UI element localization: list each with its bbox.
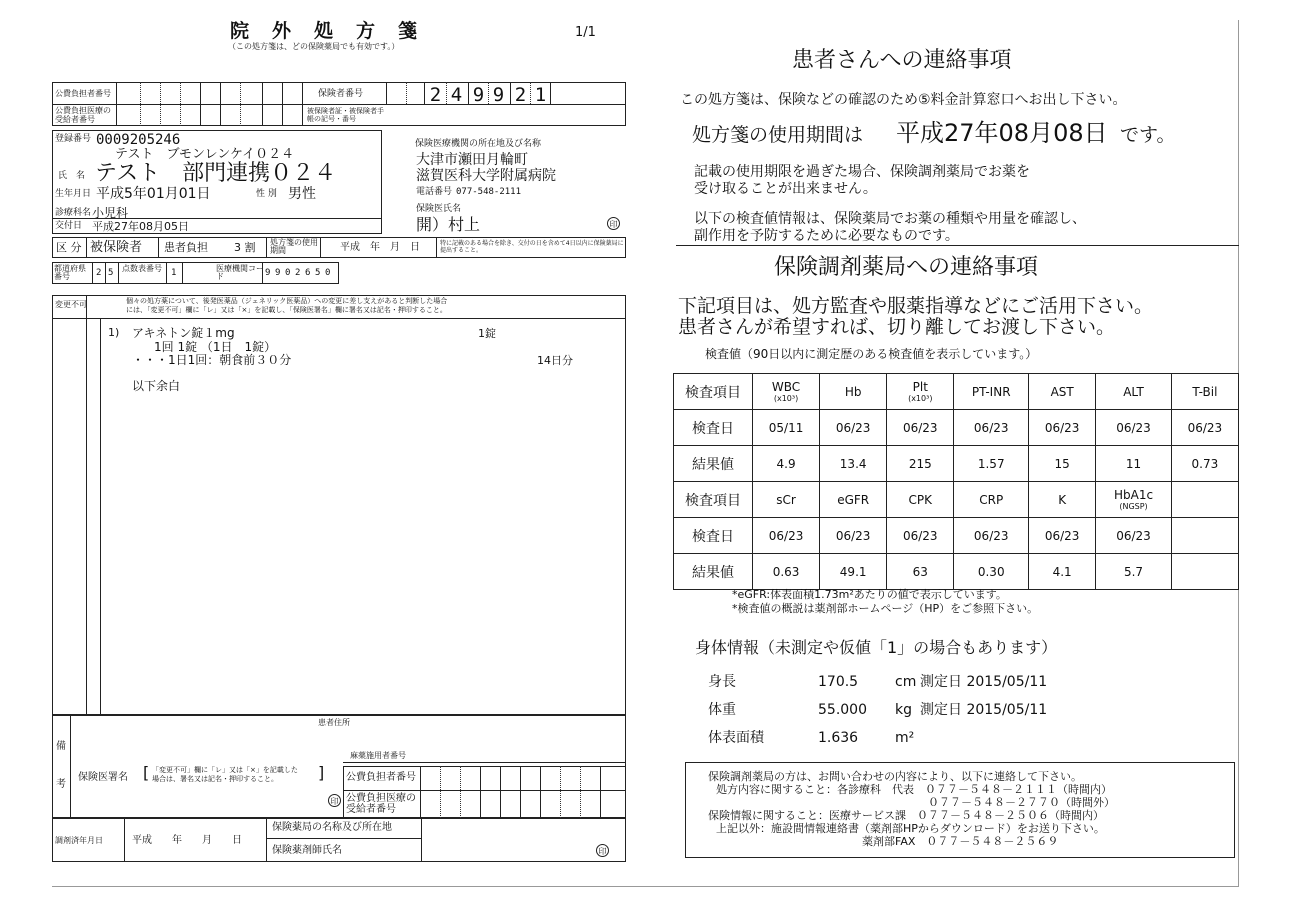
pharm-line1: 下記項目は、処方監査や服薬指導などにご活用下さい。 — [678, 295, 1154, 317]
lab-item: T-Bil — [1171, 374, 1238, 410]
period-date: 平成27年08月08日 — [896, 119, 1108, 147]
lab-item: AST — [1029, 374, 1096, 410]
lab-value: 0.30 — [954, 554, 1029, 590]
lab-value: 4.1 — [1029, 554, 1096, 590]
body-date: 測定日 2015/05/11 — [920, 674, 1048, 690]
body-value: 170.5 — [818, 674, 859, 690]
inst-address: 大津市瀬田月輪町 — [416, 152, 528, 168]
doctor-name: 開）村上 — [416, 215, 481, 234]
table-row — [674, 482, 1239, 518]
lab-date: 06/23 — [954, 410, 1029, 446]
rx-end: 以下余白 — [132, 379, 181, 393]
lab-date: 06/23 — [887, 518, 954, 554]
sex: 男性 — [288, 186, 316, 202]
patient-line1: この処方箋は、保険などの確認のため⑤料金計算窓口へお出し下さい。 — [680, 92, 1127, 108]
note2b: 副作用を予防するために必要なものです。 — [694, 228, 959, 244]
dob-label: 生年月日 — [55, 189, 92, 199]
body-value: 55.000 — [818, 702, 867, 718]
inst-code-digit: 5 — [315, 268, 321, 278]
contact-line: 保険調剤薬局の方は、お問い合わせの内容により、以下に連絡して下さい。 — [708, 770, 1082, 783]
body-value: 1.636 — [818, 730, 859, 746]
public-recipient-label-2: 公費負担医療の受給者番号 — [346, 793, 416, 815]
lab-item: CRP — [954, 482, 1029, 518]
lab-item: PT-INR — [954, 374, 1029, 410]
lab-value: 0.63 — [753, 554, 820, 590]
body-unit: kg — [895, 702, 912, 718]
row-label: 検査日 — [674, 518, 753, 554]
lab-date: 06/23 — [1029, 518, 1096, 554]
lab-date: 06/23 — [954, 518, 1029, 554]
body-date: 測定日 2015/05/11 — [920, 702, 1048, 718]
class-label: 区 分 — [56, 241, 82, 254]
row-label: 検査項目 — [674, 374, 753, 410]
sex-label: 性 別 — [256, 189, 277, 199]
lab-item: Plt (x10³) — [887, 374, 954, 410]
lab-item: K — [1029, 482, 1096, 518]
period-value: 平成 年 月 日 — [340, 242, 420, 253]
name-label: 氏 名 — [58, 171, 86, 181]
insurer-digit: 2 — [514, 84, 527, 106]
lab-item: HbA1c (NGSP) — [1096, 482, 1172, 518]
dob: 平成5年01月01日 — [96, 186, 211, 202]
inst-code-digit: 0 — [285, 268, 291, 278]
burden-label: 患者負担 — [164, 241, 208, 254]
contact-line: 処方内容に関すること：各診療科 代表 ０７７－５４８－２１１１（時間内） — [716, 783, 1112, 796]
insurer-digit: 4 — [450, 84, 463, 106]
note2a: 以下の検査値情報は、保険薬局でお薬の種類や用量を確認し、 — [694, 211, 1086, 227]
row-label: 検査日 — [674, 410, 753, 446]
dispensed-label: 調剤済年月日 — [55, 836, 103, 845]
signature-note-1: 「変更不可」欄に「レ」又は「×」を記載した — [152, 766, 298, 774]
lab-value: 5.7 — [1096, 554, 1172, 590]
lab-value: 0.73 — [1171, 446, 1238, 482]
lab-item: ALT — [1096, 374, 1172, 410]
lab-date: 06/23 — [1096, 410, 1172, 446]
table-row — [674, 374, 1239, 410]
form-subtitle: （この処方箋は、どの保険薬局でも有効です。） — [228, 42, 400, 51]
public-payer-label: 公費負担者番号 — [55, 89, 111, 98]
reg-no: 0009205246 — [96, 132, 181, 148]
inst-code-label: 医療機関コード — [216, 264, 264, 281]
lab-date: 06/23 — [1171, 410, 1238, 446]
lab-item: Hb — [820, 374, 887, 410]
contact-line: 薬剤部FAX ０７７－５４８－２５６９ — [862, 835, 1059, 848]
pref-digit: 5 — [108, 268, 114, 278]
signature-note-2: 場合は、署名又は記名・押印すること。 — [152, 775, 278, 783]
rx-days: 14日分 — [537, 354, 573, 367]
reg-no-label: 登録番号 — [55, 134, 92, 144]
rx-qty: 1錠 — [478, 327, 496, 340]
patient-name: テスト 部門連携０２４ — [95, 161, 337, 186]
footnote-egfr: *eGFR:体表面積1.73m²あたりの値で表示しています。 — [732, 588, 1007, 601]
insured-card-label: 被保険者証・被保険者手帳の記号・番号 — [307, 107, 384, 123]
insurer-digit: 2 — [429, 84, 442, 106]
change-note-2: には、「変更不可」欄に「レ」又は「×」を記載し、「保険医署名」欄に署名又は記名・押印すること。 — [126, 306, 447, 314]
lab-date: 06/23 — [887, 410, 954, 446]
table-row — [674, 446, 1239, 482]
lab-date: 06/23 — [753, 518, 820, 554]
lab-value: 63 — [887, 554, 954, 590]
inst-code-digit: 0 — [325, 268, 331, 278]
pref-label: 都道府県番号 — [54, 264, 86, 281]
rx-number: 1) — [108, 326, 120, 339]
lab-value: 215 — [887, 446, 954, 482]
body-unit: m² — [895, 730, 915, 746]
dept-label: 診療科名 — [55, 208, 92, 218]
lab-item: WBC (x10³) — [753, 374, 820, 410]
lab-table — [673, 373, 1239, 590]
lab-caption: 検査値（90日以内に測定歴のある検査値を表示しています。） — [705, 347, 1038, 361]
tel: 077-548-2111 — [456, 187, 522, 197]
lab-date: 06/23 — [820, 518, 887, 554]
body-label: 体表面積 — [708, 730, 764, 746]
inst-code-digit: 6 — [305, 268, 311, 278]
doctor-label: 保険医氏名 — [416, 204, 462, 214]
body-heading: 身体情報（未測定や仮値「1」の場合もあります） — [695, 638, 1058, 657]
form-title: 院 外 処 方 箋 — [230, 20, 420, 42]
pharm-heading: 保険調剤薬局への連絡事項 — [774, 255, 1039, 280]
pref-digit: 2 — [96, 268, 102, 278]
period-prefix: 処方箋の使用期間は — [692, 124, 864, 146]
page-number: 1/1 — [575, 25, 596, 40]
signature-label: 保険医署名 — [78, 772, 128, 783]
rx-drug: アキネトン錠１mg — [132, 326, 235, 340]
contact-line: ０７７－５４８－２７７０（時間外） — [928, 796, 1115, 809]
lab-value: 1.57 — [954, 446, 1029, 482]
public-payer-label-2: 公費負担者番号 — [346, 772, 416, 783]
footnote-hp: *検査値の概説は薬剤部ホームページ（HP）をご参照下さい。 — [732, 602, 1039, 615]
table-row — [674, 410, 1239, 446]
issue-label: 交付日 — [55, 221, 83, 231]
lab-item — [1171, 482, 1238, 518]
table-row — [674, 554, 1239, 590]
body-unit: cm — [895, 674, 917, 690]
score-digit: 1 — [171, 268, 177, 278]
class-value: 被保険者 — [90, 240, 143, 255]
note1a: 記載の使用期限を過ぎた場合、保険調剤薬局でお薬を — [694, 164, 1030, 180]
change-note-1: 個々の処方薬について、後発医薬品（ジェネリック医薬品）への変更に差し支えがあると判断した場合 — [126, 297, 448, 305]
body-label: 身長 — [708, 674, 736, 690]
lab-date: 06/23 — [820, 410, 887, 446]
patient-heading: 患者さんへの連絡事項 — [792, 48, 1012, 73]
signature-seal-icon: 印 — [328, 794, 341, 807]
inst-label: 保険医療機関の所在地及び名称 — [415, 139, 542, 149]
insurer-digit: 1 — [534, 84, 547, 106]
lab-value — [1171, 554, 1238, 590]
contact-line: 保険情報に関すること：医療サービス課 ０７７－５４８－２５０６（時間内） — [708, 809, 1104, 822]
row-label: 結果値 — [674, 446, 753, 482]
lab-item: sCr — [753, 482, 820, 518]
row-label: 検査項目 — [674, 482, 753, 518]
change-label: 変更不可 — [55, 300, 87, 309]
lab-value: 15 — [1029, 446, 1096, 482]
pharmacist-label: 保険薬剤師氏名 — [272, 845, 342, 856]
row-label: 結果値 — [674, 554, 753, 590]
patient-addr-label: 患者住所 — [318, 718, 350, 727]
inst-name: 滋賀医科大学附属病院 — [416, 168, 556, 184]
narcotic-label: 麻薬施用者番号 — [350, 751, 406, 760]
lab-date: 06/23 — [1029, 410, 1096, 446]
lab-date: 05/11 — [753, 410, 820, 446]
note1b: 受け取ることが出来ません。 — [694, 181, 877, 197]
lab-date: 06/23 — [1096, 518, 1172, 554]
lab-value: 11 — [1096, 446, 1172, 482]
rx-timing: ・・・1日1回：朝食前３０分 — [132, 353, 292, 367]
insurer-no-label: 保険者番号 — [318, 89, 364, 99]
contact-line: 上記以外：施設間情報連絡書（薬剤部HPからダウンロード）をお送り下さい。 — [716, 822, 1105, 835]
remarks-label: 考 — [56, 779, 66, 790]
patient-kana: テスト ブモンレンケイ０２４ — [115, 147, 295, 162]
period-note: 特に記載のある場合を除き、交付の日を含めて4日以内に保険薬局に提出すること。 — [440, 240, 624, 254]
lab-item: eGFR — [820, 482, 887, 518]
pharmacist-seal-icon: 印 — [596, 844, 609, 857]
insurer-digit: 9 — [492, 84, 505, 106]
inst-code-digit: 9 — [265, 268, 271, 278]
lab-item: CPK — [887, 482, 954, 518]
public-recipient-label: 公費負担医療の受給者番号 — [55, 106, 111, 124]
period-label: 処方箋の使用期間 — [270, 238, 318, 255]
remarks-label: 備 — [56, 741, 66, 752]
dispensed-value: 平成 年 月 日 — [132, 835, 242, 846]
lab-value: 13.4 — [820, 446, 887, 482]
table-row — [674, 518, 1239, 554]
pharmacy-label: 保険薬局の名称及び所在地 — [272, 822, 392, 833]
pharm-line2: 患者さんが希望すれば、切り離してお渡し下さい。 — [678, 316, 1116, 338]
tel-label: 電話番号 — [416, 187, 453, 197]
lab-value: 49.1 — [820, 554, 887, 590]
burden-value: 3 割 — [234, 241, 256, 254]
doctor-seal-icon: 印 — [607, 217, 620, 230]
lab-value: 4.9 — [753, 446, 820, 482]
insurer-digit: 9 — [472, 84, 485, 106]
dept: 小児科 — [92, 206, 129, 220]
issue-date: 平成27年08月05日 — [92, 220, 189, 233]
body-label: 体重 — [708, 702, 736, 718]
score-label: 点数表番号 — [122, 264, 162, 273]
inst-code-digit: 2 — [295, 268, 301, 278]
lab-date — [1171, 518, 1238, 554]
inst-code-digit: 9 — [275, 268, 281, 278]
rx-dose: 1回 1錠 （1日 1錠） — [154, 340, 277, 354]
period-suffix: です。 — [1120, 124, 1176, 146]
